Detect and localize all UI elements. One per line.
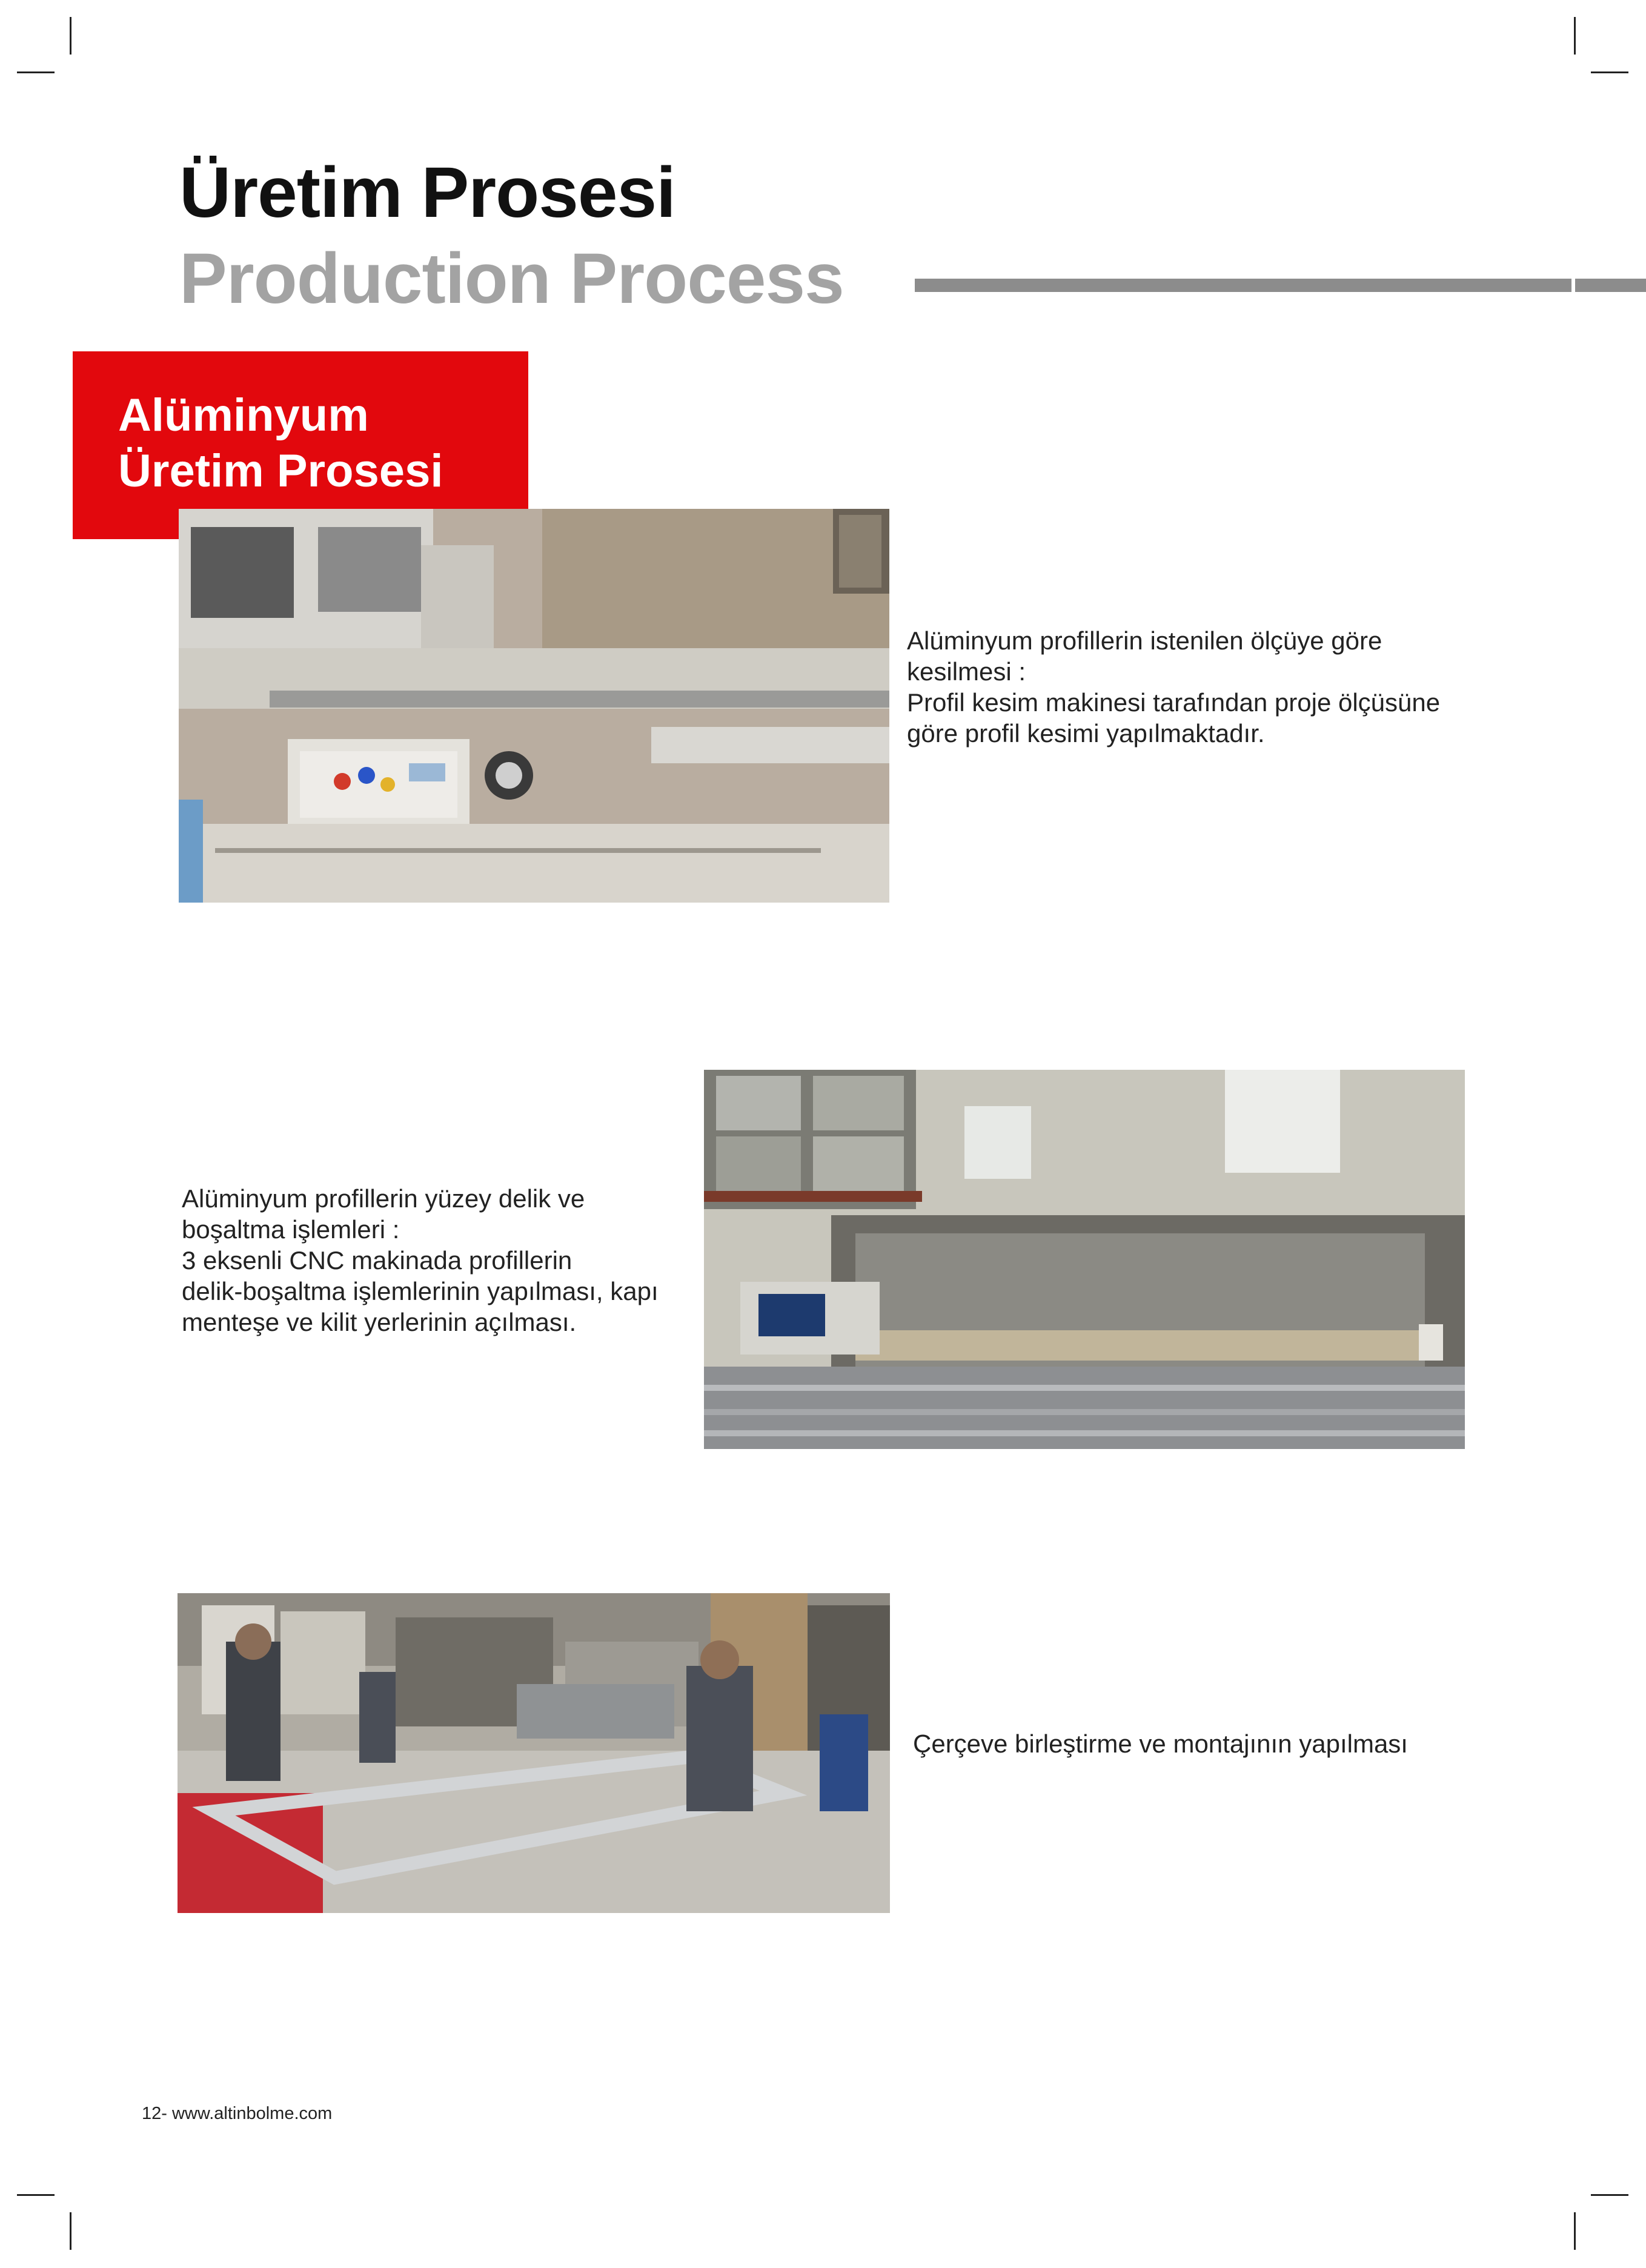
section-label-line-1: Alüminyum [118,390,369,441]
step-2-line-3: 3 eksenli CNC makinada profillerin [182,1246,572,1275]
crop-mark-bottom-right-horizontal [1591,2194,1628,2196]
step-2-line-4: delik-boşaltma işlemlerinin yapılması, kapı [182,1277,659,1305]
crop-mark-bottom-left-vertical [70,2212,71,2250]
crop-mark-top-right-horizontal [1591,71,1628,73]
cnc-machine-photo [704,1070,1465,1449]
step-1-description [907,625,1440,749]
step-2-description [182,1183,659,1338]
crop-mark-top-left-vertical [70,17,71,55]
step-1-line-1: Alüminyum profillerin istenilen ölçüye göre [907,626,1382,655]
crop-mark-bottom-right-vertical [1574,2212,1576,2250]
profile-cutting-machine-photo [179,509,889,903]
crop-mark-top-right-vertical [1574,17,1576,55]
heading-rule-gap [1571,276,1575,295]
step-3-line-1: Çerçeve birleştirme ve montajının yapılması [913,1729,1408,1758]
page-subtitle: Production Process [179,239,844,319]
step-2-line-1: Alüminyum profillerin yüzey delik ve [182,1184,585,1213]
page-title: Üretim Prosesi [179,153,675,233]
page-footer: 12- www.altinbolme.com [142,2104,333,2123]
crop-mark-top-left-horizontal [17,71,55,73]
step-1-line-4: göre profil kesimi yapılmaktadır. [907,719,1265,748]
step-3-description [913,1728,1408,1759]
step-2-line-5: menteşe ve kilit yerlerinin açılması. [182,1308,577,1336]
crop-mark-bottom-left-horizontal [17,2194,55,2196]
step-1-line-3: Profil kesim makinesi tarafından proje ölçüsüne [907,688,1441,717]
section-label-line-2: Üretim Prosesi [118,445,443,497]
step-1-line-2: kesilmesi : [907,657,1026,686]
heading-rule [915,279,1646,292]
frame-assembly-photo [178,1593,890,1913]
section-label [118,388,443,499]
step-2-line-2: boşaltma işlemleri : [182,1215,400,1244]
